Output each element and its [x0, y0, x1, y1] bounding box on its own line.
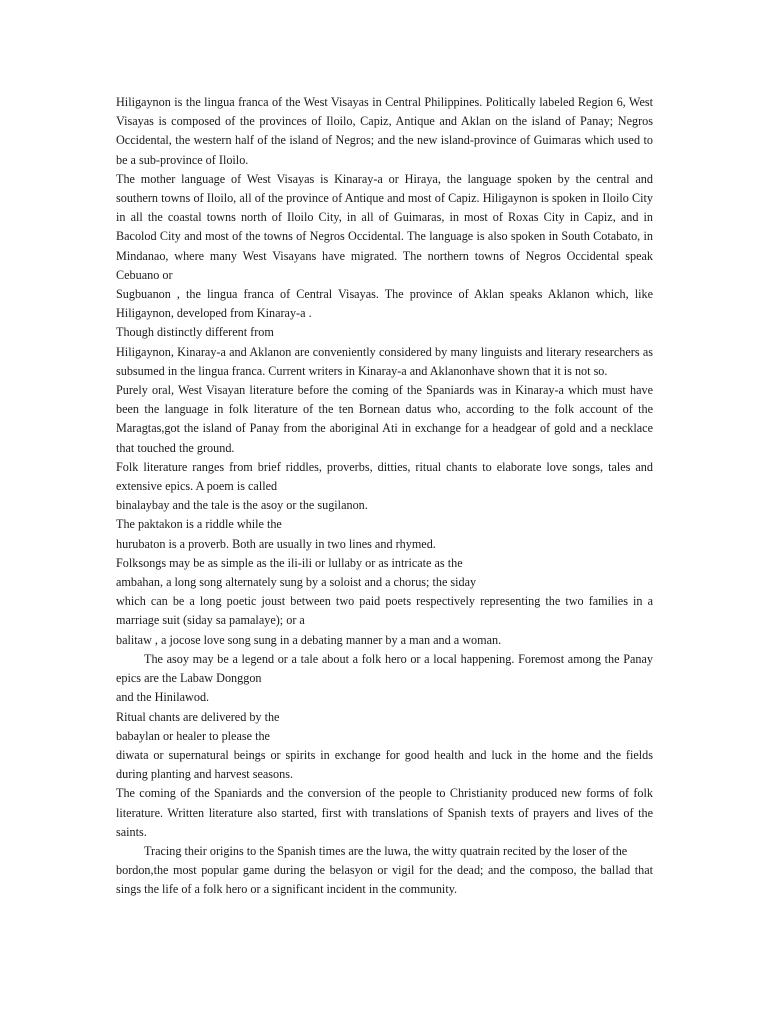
- paragraph-7: Folk literature ranges from brief riddles, proverbs, ditties, ritual chants to elaborate love songs, tales and extensive epics. A poem is called: [116, 459, 653, 494]
- paragraph-16: and the Hinilawod.: [116, 690, 210, 705]
- paragraph-3: Sugbuanon , the lingua franca of Central Visayas. The province of Aklan speaks Aklanon which, like Hiligaynon, developed from Kinaray-a .: [116, 287, 653, 321]
- paragraph-5: Hiligaynon, Kinaray-a and Aklanon are conveniently considered by many linguists and literary researchers as subsumed in the lingua franca. Current writers in Kinaray-a and Aklanonhave shown that it is not so.: [116, 344, 653, 378]
- paragraph-18: babaylan or healer to please the: [116, 728, 270, 743]
- paragraph-2: The mother language of West Visayas is Kinaray-a or Hiraya, the language spoken by the central and southern towns of Iloilo, all of the province of Antique and most of Capiz. Hiligaynon is spoken in Iloilo City in all the coastal towns north of Iloilo City, in all of Guimaras, in most of Roxas City in Capiz, and in Bacolod City and most of the towns of Negros Occidental. The language is also spoken in South Cotabato, in Mindanao, where many West Visayans have migrated. The northern towns of Negros Occidental speak Cebuano or: [116, 171, 653, 282]
- paragraph-8: binalaybay and the tale is the asoy or the sugilanon.: [116, 498, 368, 513]
- paragraph-17: Ritual chants are delivered by the: [116, 709, 280, 724]
- paragraph-1: Hiligaynon is the lingua franca of the West Visayas in Central Philippines. Politically labeled Region 6, West Visayas is composed of the provinces of Iloilo, Capiz, Antique and Aklan on the island of Panay; Negros Occidental, the western half of the island of Negros; and the new island-province of Guimaras which used to be a sub-province of Iloilo.: [116, 95, 653, 167]
- paragraph-12: ambahan, a long song alternately sung by a soloist and a chorus; the siday: [116, 575, 477, 590]
- paragraph-22: bordon,the most popular game during the belasyon or vigil for the dead; and the composo, the ballad that sings the life of a folk hero or a significant incident in the community.: [116, 863, 653, 897]
- paragraph-10: hurubaton is a proverb. Both are usually in two lines and rhymed.: [116, 536, 436, 551]
- paragraph-6: Purely oral, West Visayan literature before the coming of the Spaniards was in Kinaray-a which must have been the language in folk literature of the ten Bornean datus who, according to the folk account of the Maragtas,got the island of Panay from the aboriginal Ati in exchange for a headgear of gold and a necklace that touched the ground.: [116, 383, 653, 455]
- paragraph-15: The asoy may be a legend or a tale about a folk hero or a local happening. Foremost among the Panay epics are the Labaw Donggon: [116, 651, 653, 686]
- paragraph-13: which can be a long poetic joust between two paid poets respectively representing the two families in a marriage suit (siday sa pamalaye); or a: [116, 594, 653, 628]
- paragraph-9: The paktakon is a riddle while the: [116, 517, 282, 532]
- paragraph-21: Tracing their origins to the Spanish times are the luwa, the witty quatrain recited by the loser of the: [144, 843, 628, 858]
- paragraph-20: The coming of the Spaniards and the conversion of the people to Christianity produced new forms of folk literature. Written literature also started, first with translations of Spanish texts of prayers and lives of the saints.: [116, 786, 653, 839]
- paragraph-11: Folksongs may be as simple as the ili-ili or lullaby or as intricate as the: [116, 555, 463, 570]
- paragraph-19: diwata or supernatural beings or spirits in exchange for good health and luck in the home and the fields during planting and harvest seasons.: [116, 747, 653, 782]
- document-body: [116, 93, 653, 900]
- paragraph-14: balitaw , a jocose love song sung in a debating manner by a man and a woman.: [116, 632, 502, 647]
- paragraph-4: Though distinctly different from: [116, 325, 274, 340]
